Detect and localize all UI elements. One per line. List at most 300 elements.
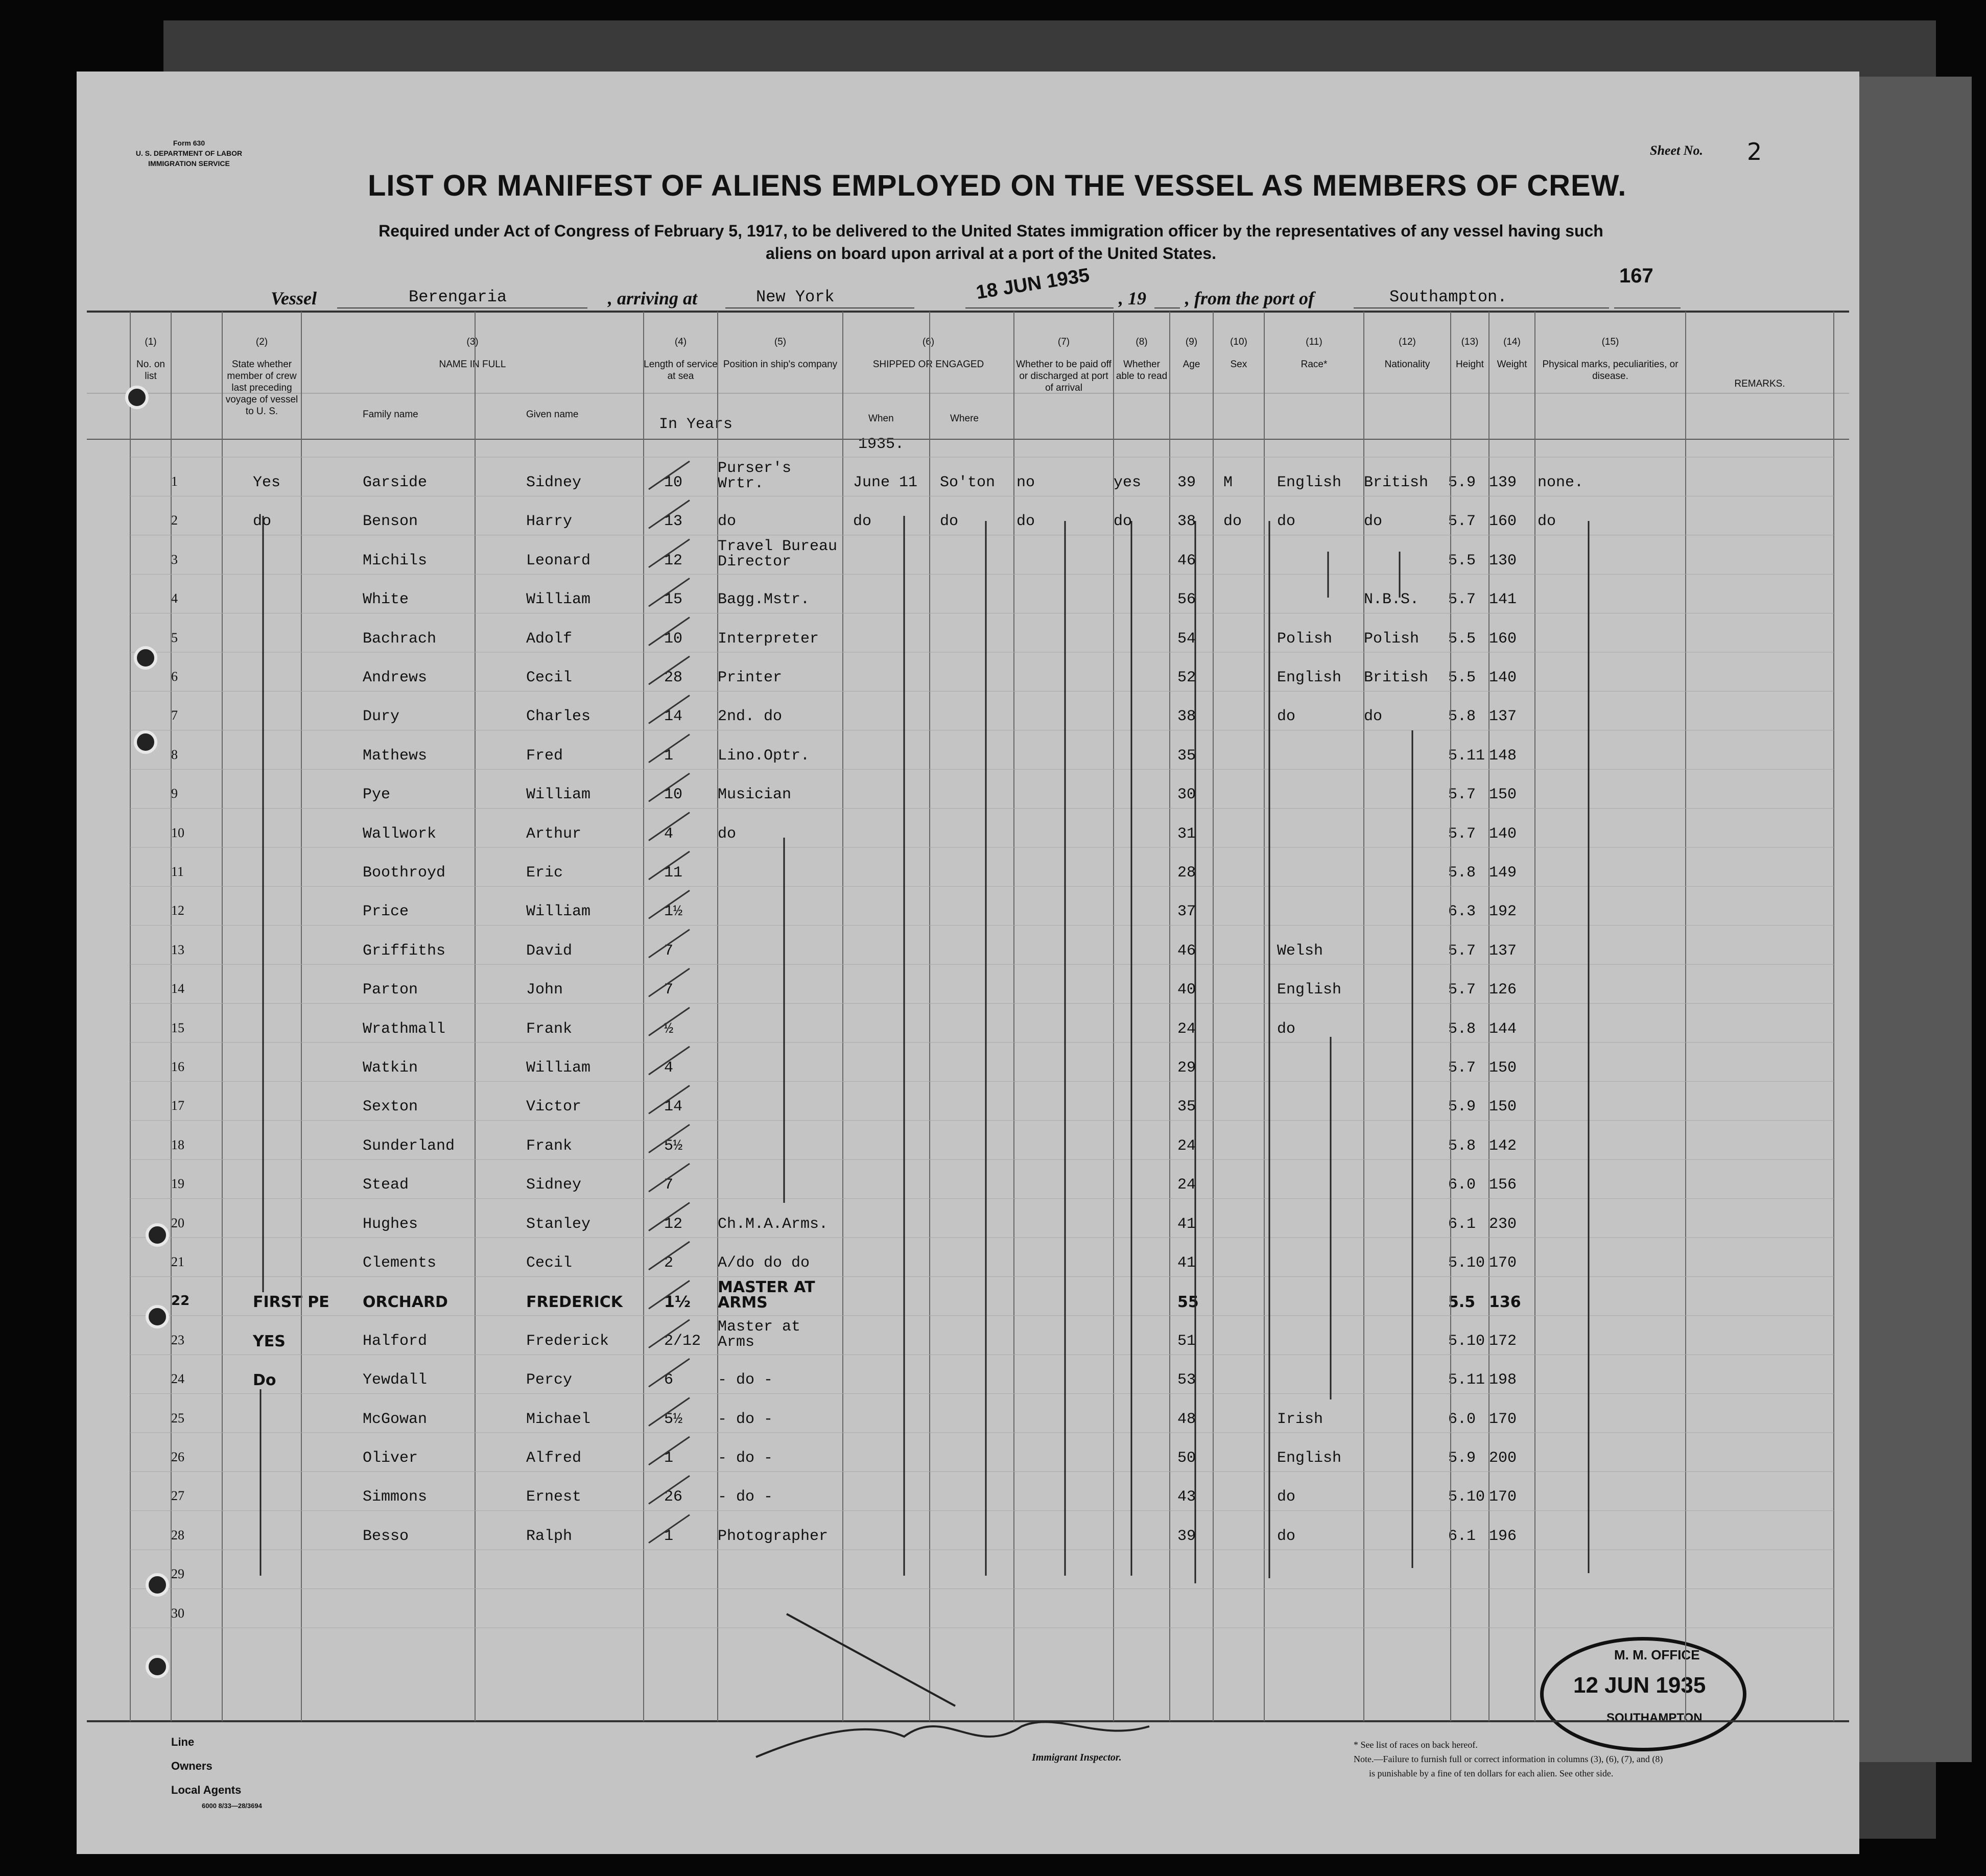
- row-24-crew: Do: [253, 1371, 276, 1390]
- row-4-height: 5.7: [1448, 591, 1476, 609]
- row-21-family: Clements: [363, 1254, 437, 1272]
- row-1-read: yes: [1114, 474, 1142, 491]
- check-mark: [649, 539, 690, 567]
- row-11-given: Eric: [526, 864, 563, 882]
- row-2-position: do: [718, 513, 737, 531]
- row-15-age: 24: [1177, 1020, 1196, 1038]
- check-mark: [649, 695, 690, 726]
- row-18-n: 18: [171, 1137, 184, 1152]
- from-port-label: , from the port of: [1185, 288, 1315, 308]
- column-number-c1: (1): [145, 337, 157, 347]
- row-14-weight: 126: [1489, 981, 1517, 999]
- row-2-sex: do: [1223, 513, 1242, 531]
- sheet-number: 2: [1747, 138, 1762, 165]
- check-mark: [649, 656, 690, 684]
- column-number-c4: (4): [674, 337, 687, 347]
- row-17-family: Sexton: [363, 1098, 418, 1116]
- check-mark: [649, 578, 690, 609]
- row-28-height: 6.1: [1448, 1527, 1476, 1545]
- row-2-n: 2: [171, 513, 178, 528]
- row-23-given: Frederick: [526, 1332, 609, 1350]
- row-12-age: 37: [1177, 903, 1196, 921]
- row-5-race: Polish: [1277, 630, 1333, 648]
- row-13-n: 13: [171, 942, 184, 957]
- subtitle-line-1: Required under Act of Congress of February 5, 1917, to be delivered to the United States immigration officer by the representatives of any vessel having such: [379, 222, 1603, 240]
- row-1-service: 10: [664, 474, 683, 491]
- column-header-c10: Sex: [1230, 359, 1247, 370]
- row-10-family: Wallwork: [363, 825, 437, 843]
- form-number: Form 630: [173, 139, 205, 147]
- shipped-year-note: 1935.: [858, 436, 905, 453]
- punch-hole: [134, 646, 157, 670]
- row-24-given: Percy: [526, 1371, 573, 1389]
- row-16-family: Watkin: [363, 1059, 418, 1077]
- check-mark: [649, 1203, 690, 1231]
- column-header-c4: Length of service at sea: [644, 359, 718, 382]
- row-21-given: Cecil: [526, 1254, 573, 1272]
- column-number-c6: (6): [922, 337, 935, 347]
- row-2-height: 5.7: [1448, 513, 1476, 531]
- row-1-race: English: [1277, 474, 1342, 491]
- row-22-age: 55: [1177, 1293, 1199, 1312]
- row-26-n: 26: [171, 1450, 184, 1464]
- row-1-where: So'ton: [940, 474, 996, 491]
- row-24-n: 24: [171, 1371, 184, 1387]
- row-16-height: 5.7: [1448, 1059, 1476, 1077]
- row-24-family: Yewdall: [363, 1371, 428, 1389]
- check-mark: [649, 1008, 690, 1036]
- row-3-given: Leonard: [526, 552, 591, 569]
- row-6-nat: British: [1364, 669, 1429, 686]
- row-3-height: 5.5: [1448, 552, 1476, 569]
- row-15-given: Frank: [526, 1020, 573, 1038]
- row-20-position: Ch.M.A.Arms.: [718, 1215, 829, 1233]
- row-2-read: do: [1114, 513, 1132, 531]
- row-3-family: Michils: [363, 552, 428, 569]
- column-header-c9: Age: [1183, 359, 1200, 370]
- check-mark: [649, 461, 690, 489]
- row-19-family: Stead: [363, 1176, 409, 1194]
- row-4-weight: 141: [1489, 591, 1517, 609]
- check-mark: [649, 618, 690, 646]
- row-2-marks: do: [1538, 513, 1556, 531]
- row-1-sex: M: [1223, 474, 1233, 491]
- row-1-nat: British: [1364, 474, 1429, 491]
- row-2-given: Harry: [526, 513, 573, 531]
- row-23-family: Halford: [363, 1332, 428, 1350]
- row-10-given: Arthur: [526, 825, 582, 843]
- row-1-height: 5.9: [1448, 474, 1476, 491]
- column-number-c3: (3): [466, 337, 479, 347]
- row-20-family: Hughes: [363, 1215, 418, 1233]
- row-9-given: William: [526, 786, 591, 804]
- punch-hole: [146, 1573, 169, 1597]
- column-number-c10: (10): [1230, 337, 1247, 347]
- column-header-c14: Weight: [1497, 359, 1527, 370]
- row-7-given: Charles: [526, 708, 591, 726]
- stamp-place: SOUTHAMPTON: [1606, 1711, 1703, 1725]
- check-mark: [649, 851, 690, 880]
- row-22-position: MASTER AT ARMS: [718, 1278, 815, 1312]
- column-header-c7: Whether to be paid off or discharged at port of arrival: [1016, 359, 1112, 393]
- row-22-height: 5.5: [1448, 1293, 1476, 1312]
- row-2-paid: do: [1016, 513, 1035, 531]
- row-10-weight: 140: [1489, 825, 1517, 843]
- row-19-service: 7: [664, 1176, 674, 1194]
- row-22-given: FREDERICK: [526, 1293, 623, 1312]
- row-21-position: A/do do do: [718, 1254, 810, 1272]
- row-8-height: 5.11: [1448, 747, 1485, 765]
- subtitle-line-2: aliens on board upon arrival at a port of the United States.: [766, 244, 1216, 263]
- row-20-service: 12: [664, 1215, 683, 1233]
- row-12-n: 12: [171, 903, 184, 918]
- row-3-n: 3: [171, 552, 178, 567]
- row-26-position: - do -: [718, 1450, 773, 1467]
- row-12-weight: 192: [1489, 903, 1517, 921]
- row-19-n: 19: [171, 1176, 184, 1192]
- row-26-service: 1: [664, 1450, 674, 1467]
- row-13-service: 7: [664, 942, 674, 960]
- row-6-given: Cecil: [526, 669, 573, 686]
- row-21-n: 21: [171, 1254, 184, 1269]
- row-22-weight: 136: [1489, 1293, 1521, 1312]
- list-number: 167: [1619, 265, 1653, 287]
- row-1-given: Sidney: [526, 474, 582, 491]
- row-10-position: do: [718, 825, 737, 843]
- row-17-height: 5.9: [1448, 1098, 1476, 1116]
- row-14-age: 40: [1177, 981, 1196, 999]
- row-7-service: 14: [664, 708, 683, 726]
- column-number-c14: (14): [1503, 337, 1521, 347]
- row-26-weight: 200: [1489, 1450, 1517, 1467]
- row-8-given: Fred: [526, 747, 563, 765]
- row-29-n: 29: [171, 1566, 184, 1582]
- check-mark: [649, 1320, 690, 1348]
- column-number-c9: (9): [1185, 337, 1198, 347]
- row-14-race: English: [1277, 981, 1342, 999]
- row-15-service: ½: [664, 1020, 674, 1038]
- row-22-service: 1½: [664, 1293, 691, 1312]
- row-12-service: 1½: [664, 903, 683, 921]
- row-3-service: 12: [664, 552, 683, 569]
- row-1-n: 1: [171, 474, 178, 489]
- row-14-height: 5.7: [1448, 981, 1476, 999]
- row-1-age: 39: [1177, 474, 1196, 491]
- races-note: * See list of races on back hereof.: [1354, 1740, 1478, 1750]
- row-27-service: 26: [664, 1488, 683, 1506]
- column-number-c12: (12): [1399, 337, 1416, 347]
- check-mark: [649, 1476, 690, 1504]
- check-mark: [649, 500, 690, 531]
- row-7-n: 7: [171, 708, 178, 723]
- punch-hole: [146, 1223, 169, 1247]
- arriving-label: , arriving at: [608, 288, 698, 308]
- check-mark: [649, 1047, 690, 1075]
- row-18-family: Sunderland: [363, 1137, 455, 1155]
- row-18-service: 5½: [664, 1137, 683, 1155]
- row-7-nat: do: [1364, 708, 1383, 726]
- row-21-weight: 170: [1489, 1254, 1517, 1272]
- row-2-service: 13: [664, 513, 683, 531]
- row-22-n: 22: [171, 1293, 190, 1309]
- row-7-age: 38: [1177, 708, 1196, 726]
- check-mark: [649, 930, 690, 958]
- row-25-n: 25: [171, 1410, 184, 1426]
- row-2-weight: 160: [1489, 513, 1517, 531]
- row-13-given: David: [526, 942, 573, 960]
- row-23-height: 5.10: [1448, 1332, 1485, 1350]
- row-27-given: Ernest: [526, 1488, 582, 1506]
- row-9-service: 10: [664, 786, 683, 804]
- row-5-n: 5: [171, 630, 178, 645]
- row-14-family: Parton: [363, 981, 418, 999]
- row-13-weight: 137: [1489, 942, 1517, 960]
- row-21-age: 41: [1177, 1254, 1196, 1272]
- row-3-age: 46: [1177, 552, 1196, 569]
- punch-hole: [146, 1655, 169, 1678]
- punch-hole: [134, 730, 157, 754]
- inspector-signature: [756, 1614, 1149, 1757]
- row-15-height: 5.8: [1448, 1020, 1476, 1038]
- row-4-service: 15: [664, 591, 683, 609]
- line-label: Line: [171, 1736, 195, 1748]
- row-27-race: do: [1277, 1488, 1296, 1506]
- column-header-c11: Race*: [1301, 359, 1328, 370]
- row-2-family: Benson: [363, 513, 418, 531]
- row-28-n: 28: [171, 1527, 184, 1542]
- row-5-position: Interpreter: [718, 630, 819, 648]
- row-27-n: 27: [171, 1488, 184, 1504]
- row-9-position: Musician: [718, 786, 792, 804]
- check-mark: [649, 1163, 690, 1192]
- column-subheader-c6a: When: [868, 413, 894, 424]
- column-header-c15: Physical marks, peculiarities, or disease.: [1542, 359, 1678, 382]
- row-14-given: John: [526, 981, 563, 999]
- row-1-family: Garside: [363, 474, 428, 491]
- row-12-height: 6.3: [1448, 903, 1476, 921]
- column-number-c13: (13): [1461, 337, 1479, 347]
- column-subheader-c6b: Where: [950, 413, 979, 424]
- row-16-given: William: [526, 1059, 591, 1077]
- row-13-height: 5.7: [1448, 942, 1476, 960]
- penalty-note-cont: is punishable by a fine of ten dollars for each alien. See other side.: [1369, 1768, 1614, 1778]
- row-18-height: 5.8: [1448, 1137, 1476, 1155]
- row-11-n: 11: [171, 864, 184, 879]
- row-4-n: 4: [171, 591, 178, 606]
- row-18-age: 24: [1177, 1137, 1196, 1155]
- row-28-position: Photographer: [718, 1527, 829, 1545]
- row-23-service: 2/12: [664, 1332, 701, 1350]
- row-24-service: 6: [664, 1371, 674, 1389]
- row-25-age: 48: [1177, 1410, 1196, 1428]
- row-10-service: 4: [664, 825, 674, 843]
- row-8-n: 8: [171, 747, 178, 762]
- row-6-height: 5.5: [1448, 669, 1476, 686]
- vessel-label: Vessel: [271, 288, 317, 308]
- row-27-position: - do -: [718, 1488, 773, 1506]
- penalty-note: Note.—Failure to furnish full or correct information in columns (3), (6), (7), and (8): [1354, 1754, 1663, 1764]
- vessel-name: Berengaria: [409, 288, 507, 306]
- row-16-service: 4: [664, 1059, 674, 1077]
- row-25-weight: 170: [1489, 1410, 1517, 1428]
- row-4-family: White: [363, 591, 409, 609]
- column-subheader-c3b: Given name: [526, 409, 579, 420]
- column-header-c1: No. on list: [136, 359, 165, 382]
- row-15-n: 15: [171, 1020, 184, 1035]
- row-30-n: 30: [171, 1605, 184, 1621]
- row-5-weight: 160: [1489, 630, 1517, 648]
- row-12-family: Price: [363, 903, 409, 921]
- row-6-family: Andrews: [363, 669, 428, 686]
- sheet-label: Sheet No.: [1650, 143, 1703, 158]
- punch-hole: [125, 386, 149, 409]
- column-subheader-c4_unit: In Years: [659, 416, 733, 433]
- row-25-service: 5½: [664, 1410, 683, 1428]
- row-13-age: 46: [1177, 942, 1196, 960]
- check-mark: [649, 890, 690, 921]
- column-number-c5: (5): [774, 337, 787, 347]
- check-mark: [649, 1242, 690, 1270]
- check-mark: [649, 968, 690, 996]
- manifest-page: [77, 72, 1859, 1854]
- check-mark: [649, 1125, 690, 1153]
- row-5-service: 10: [664, 630, 683, 648]
- row-11-family: Boothroyd: [363, 864, 446, 882]
- row-5-height: 5.5: [1448, 630, 1476, 648]
- punch-hole: [146, 1305, 169, 1328]
- check-mark: [649, 773, 690, 804]
- row-23-position: Master at Arms: [718, 1318, 801, 1351]
- row-8-service: 1: [664, 747, 674, 765]
- row-1-when: June 11: [853, 474, 918, 491]
- row-4-nat: N.B.S.: [1364, 591, 1420, 609]
- row-19-weight: 156: [1489, 1176, 1517, 1194]
- row-11-weight: 149: [1489, 864, 1517, 882]
- row-1-marks: none.: [1538, 474, 1584, 491]
- column-subheader-c3a: Family name: [363, 409, 418, 420]
- stamp-office: M. M. OFFICE: [1614, 1647, 1700, 1663]
- row-25-height: 6.0: [1448, 1410, 1476, 1428]
- row-2-race: do: [1277, 513, 1296, 531]
- row-9-age: 30: [1177, 786, 1196, 804]
- row-17-age: 35: [1177, 1098, 1196, 1116]
- row-26-height: 5.9: [1448, 1450, 1476, 1467]
- row-28-service: 1: [664, 1527, 674, 1545]
- row-16-n: 16: [171, 1059, 184, 1074]
- arrival-date-stamp: 18 JUN 1935: [975, 264, 1091, 304]
- row-26-given: Alfred: [526, 1450, 582, 1467]
- row-9-height: 5.7: [1448, 786, 1476, 804]
- row-17-given: Victor: [526, 1098, 582, 1116]
- row-28-race: do: [1277, 1527, 1296, 1545]
- column-header-c5: Position in ship's company: [723, 359, 838, 370]
- check-mark: [649, 1398, 690, 1426]
- column-number-c15: (15): [1601, 337, 1619, 347]
- row-6-n: 6: [171, 669, 178, 684]
- row-23-n: 23: [171, 1332, 184, 1347]
- row-26-family: Oliver: [363, 1450, 418, 1467]
- print-code: 6000 8/33—28/3694: [202, 1802, 262, 1810]
- check-mark: [649, 1359, 690, 1387]
- row-7-race: do: [1277, 708, 1296, 726]
- row-2-where: do: [940, 513, 959, 531]
- row-11-age: 28: [1177, 864, 1196, 882]
- row-5-age: 54: [1177, 630, 1196, 648]
- row-12-given: William: [526, 903, 591, 921]
- column-header-c8: Whether able to read: [1116, 359, 1168, 382]
- row-10-n: 10: [171, 825, 184, 840]
- row-26-race: English: [1277, 1450, 1342, 1467]
- row-1-position: Purser's Wrtr.: [718, 460, 792, 492]
- check-mark: [649, 1085, 690, 1116]
- row-1-crew: Yes: [253, 474, 281, 491]
- row-5-given: Adolf: [526, 630, 573, 648]
- row-20-age: 41: [1177, 1215, 1196, 1233]
- check-mark: [649, 1280, 691, 1312]
- row-11-service: 11: [664, 864, 683, 882]
- column-header-remarks: REMARKS.: [1734, 378, 1785, 389]
- page-title: LIST OR MANIFEST OF ALIENS EMPLOYED ON THE VESSEL AS MEMBERS OF CREW.: [368, 169, 1627, 202]
- row-9-n: 9: [171, 786, 178, 801]
- row-2-age: 38: [1177, 513, 1196, 531]
- row-7-height: 5.8: [1448, 708, 1476, 726]
- column-number-c7: (7): [1057, 337, 1070, 347]
- column-header-c13: Height: [1456, 359, 1484, 370]
- row-6-weight: 140: [1489, 669, 1517, 686]
- check-mark: [649, 1437, 690, 1465]
- row-25-family: McGowan: [363, 1410, 428, 1428]
- row-13-race: Welsh: [1277, 942, 1323, 960]
- owners-label: Owners: [171, 1760, 212, 1772]
- service-name: IMMIGRATION SERVICE: [148, 159, 230, 168]
- row-5-nat: Polish: [1364, 630, 1420, 648]
- row-15-family: Wrathmall: [363, 1020, 446, 1038]
- inspector-label: Immigrant Inspector.: [1032, 1752, 1122, 1763]
- row-17-service: 14: [664, 1098, 683, 1116]
- arrival-port: New York: [756, 288, 835, 306]
- row-25-race: Irish: [1277, 1410, 1323, 1428]
- department-name: U. S. DEPARTMENT OF LABOR: [135, 149, 243, 157]
- row-15-race: do: [1277, 1020, 1296, 1038]
- row-6-service: 28: [664, 669, 683, 686]
- row-6-position: Printer: [718, 669, 783, 686]
- row-11-height: 5.8: [1448, 864, 1476, 882]
- departure-port: Southampton.: [1389, 288, 1507, 306]
- column-number-c8: (8): [1136, 337, 1148, 347]
- row-17-n: 17: [171, 1098, 184, 1113]
- row-7-weight: 137: [1489, 708, 1517, 726]
- row-22-family: ORCHARD: [363, 1293, 448, 1312]
- row-9-weight: 150: [1489, 786, 1517, 804]
- row-1-weight: 139: [1489, 474, 1517, 491]
- row-24-weight: 198: [1489, 1371, 1517, 1389]
- row-24-position: - do -: [718, 1371, 773, 1389]
- row-27-family: Simmons: [363, 1488, 428, 1506]
- column-header-c12: Nationality: [1384, 359, 1430, 370]
- row-4-given: William: [526, 591, 591, 609]
- column-number-c11: (11): [1306, 337, 1322, 347]
- row-26-age: 50: [1177, 1450, 1196, 1467]
- row-14-n: 14: [171, 981, 184, 996]
- row-21-service: 2: [664, 1254, 674, 1272]
- row-19-given: Sidney: [526, 1176, 582, 1194]
- row-4-age: 56: [1177, 591, 1196, 609]
- row-20-n: 20: [171, 1215, 184, 1230]
- row-13-family: Griffiths: [363, 942, 446, 960]
- row-7-position: 2nd. do: [718, 708, 783, 726]
- row-20-height: 6.1: [1448, 1215, 1476, 1233]
- row-8-position: Lino.Optr.: [718, 747, 810, 765]
